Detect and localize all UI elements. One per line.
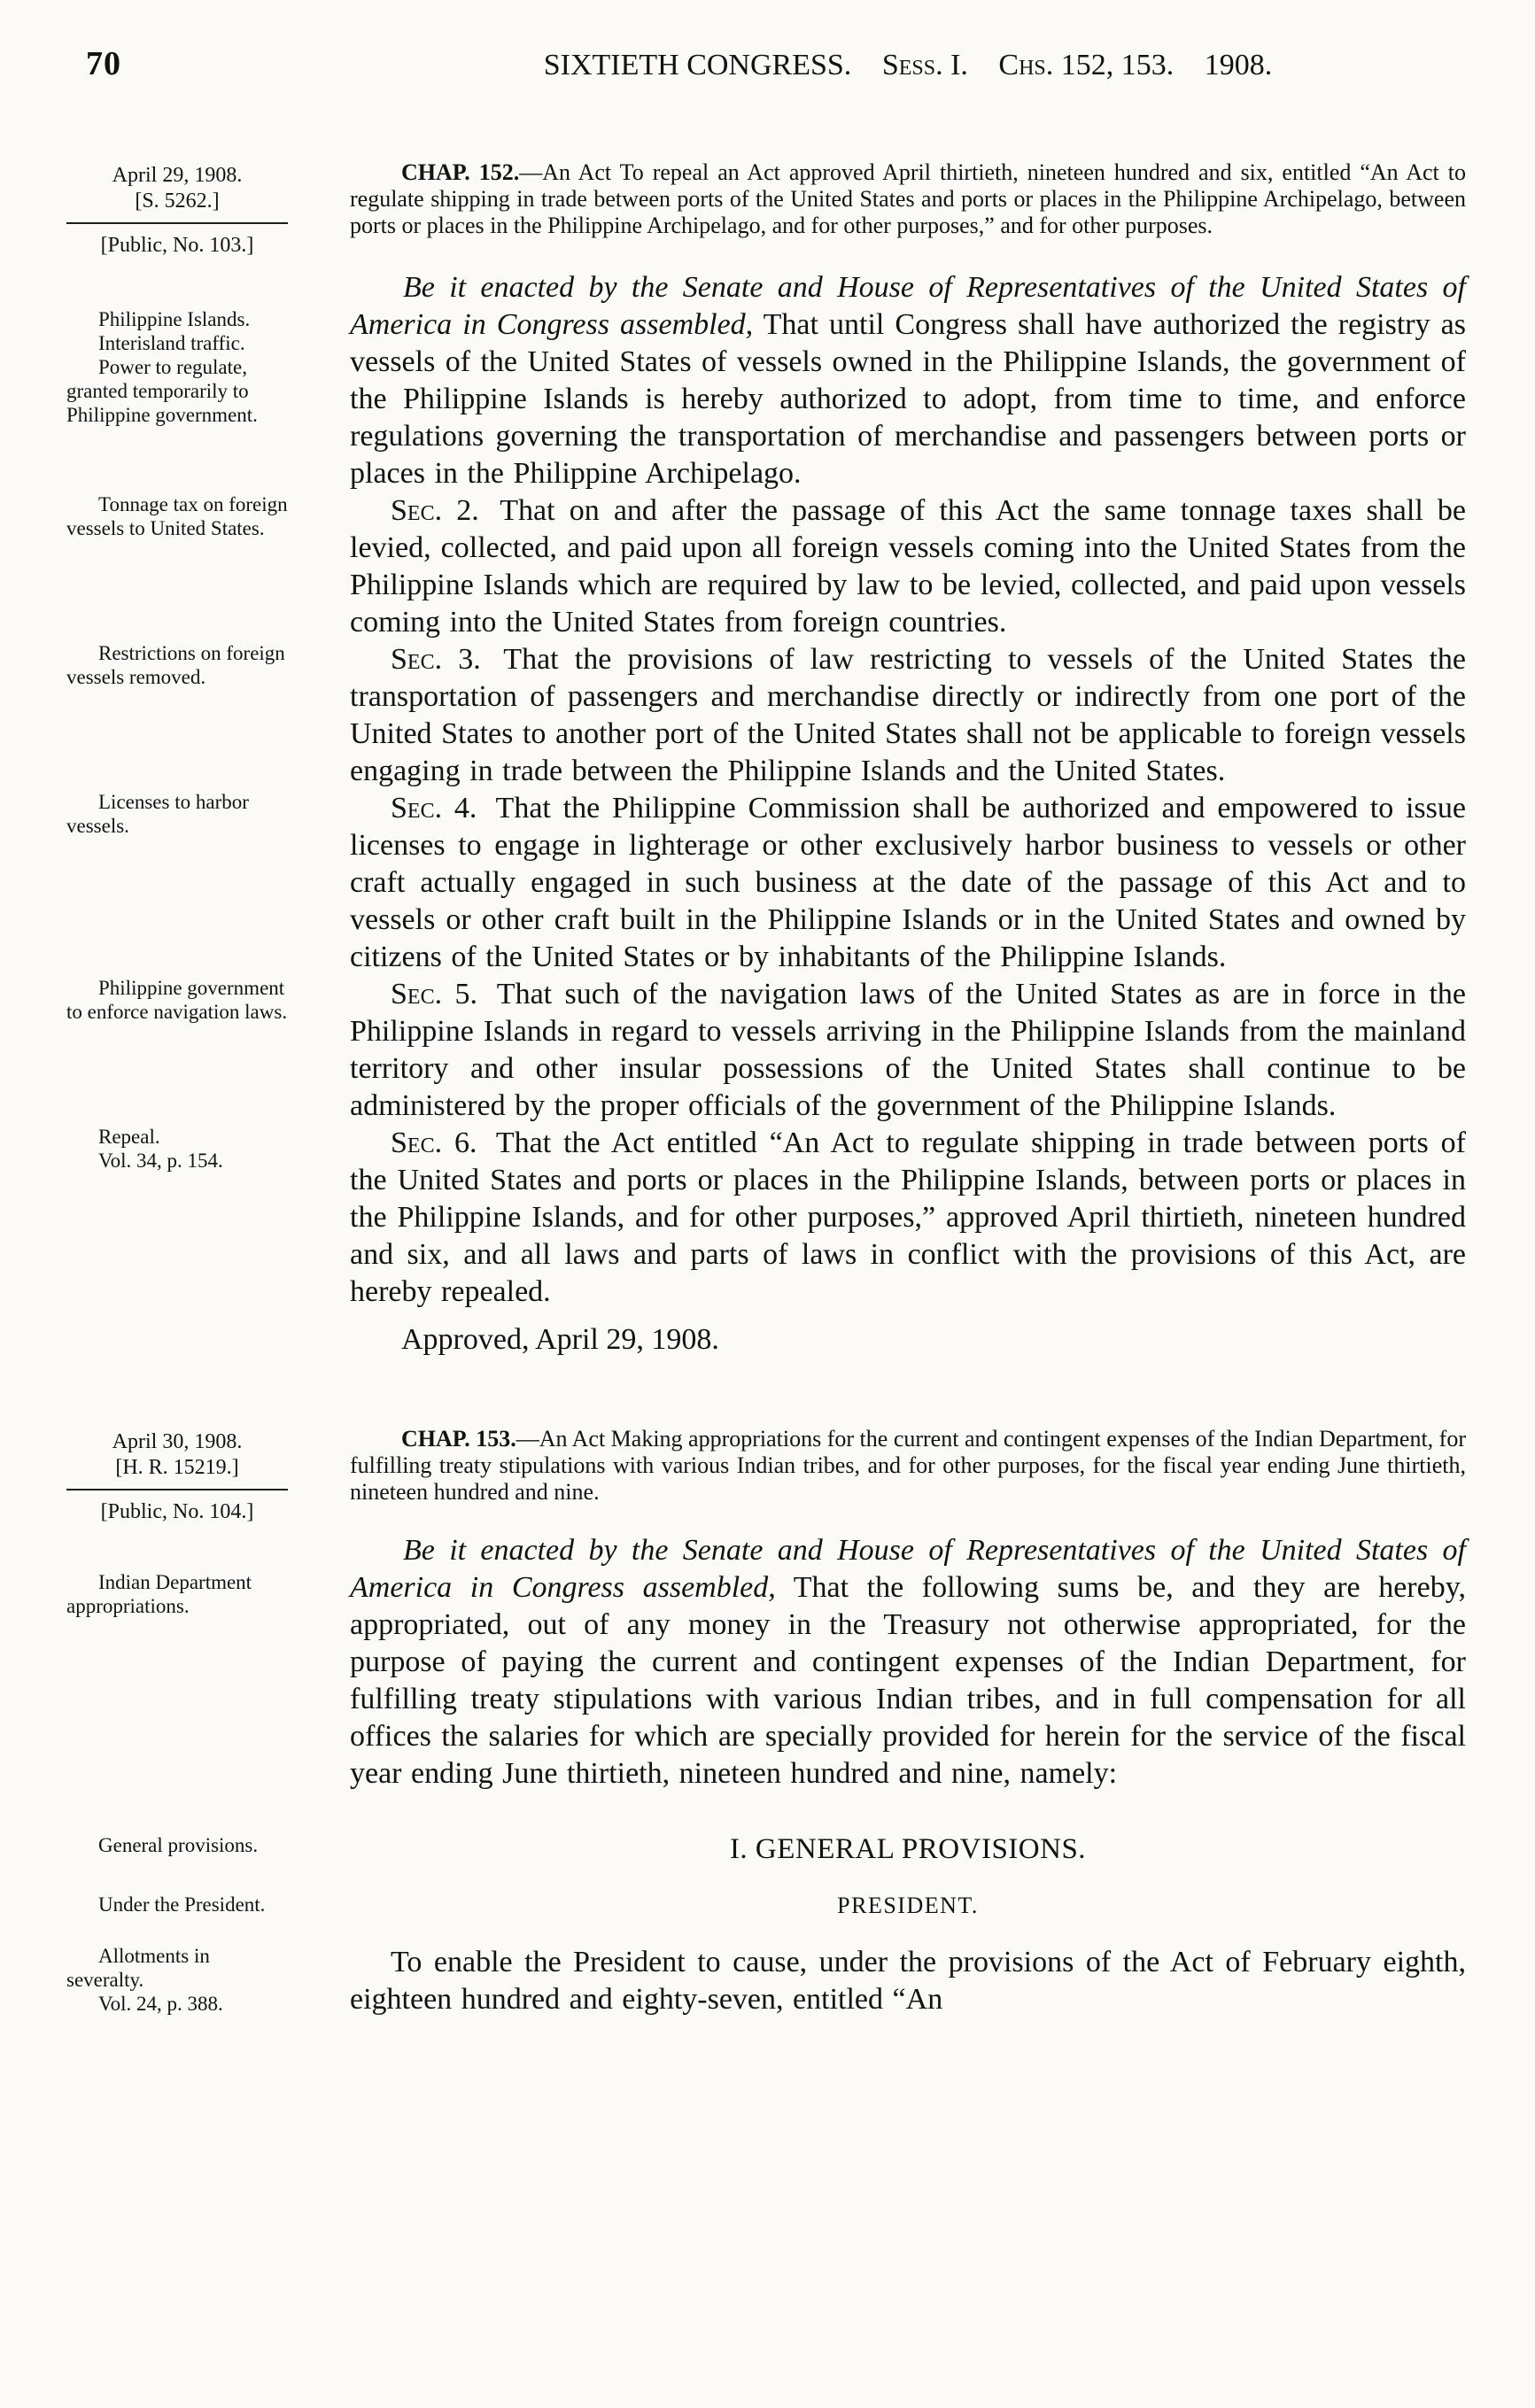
section-text: That on and after the passage of this Act the same tonnage taxes shall be levied, collected, and paid upon all foreign vessels coming into the United States from the Philippine Islands which are required by law to be levied, collected, and paid upon vessels coming into the United States from foreign countries. [350, 494, 1466, 639]
chap152-section2-row [66, 492, 1466, 641]
chap153-heading-row [66, 1426, 1466, 1532]
chap152-section6-sidenotes [66, 1125, 288, 1311]
empty-sidenote [66, 1321, 288, 1359]
chap152-sidenote-head [66, 159, 288, 269]
chap152-heading [350, 159, 1466, 269]
sidenote: General provisions. [98, 1834, 259, 1856]
sidenote-rule [66, 1489, 288, 1490]
closing-paragraph-row [66, 1944, 1466, 2018]
sidenote-citation: Vol. 24, p. 388. [98, 1993, 223, 2015]
header-session: Sess. I. [881, 49, 968, 81]
section-number: Sec. 4. [391, 792, 477, 825]
chap153-enacting-sidenotes [66, 1532, 288, 1792]
president-heading-row [66, 1893, 1466, 1919]
statute-enacting-clause [350, 269, 1466, 492]
section-text: That such of the navigation laws of the United States as are in force in the Philippine Islands in regard to vessels arriving in the Philippine Islands from the mainland territory and other insular possessions of the United States shall continue to be administered by the proper officials of the government of the Philippine Islands. [350, 978, 1466, 1122]
statute-section [350, 641, 1466, 790]
statute-enacting-clause [350, 1532, 1466, 1792]
section-number: Sec. 5. [391, 978, 477, 1010]
header-congress: SIXTIETH CONGRESS. [543, 49, 852, 81]
chap152-date: April 29, 1908. [112, 164, 243, 187]
sidenote: Allotments in severalty. [66, 1945, 210, 1991]
closing-sidenotes [66, 1944, 288, 2018]
chap152-section3-sidenotes [66, 641, 288, 790]
sidenote-citation: Vol. 34, p. 154. [98, 1150, 223, 1172]
chap153-public-number: [Public, No. 104.] [100, 1500, 254, 1523]
chap152-section5-row [66, 976, 1466, 1125]
chap152-approval-row [66, 1321, 1466, 1359]
page-number: 70 [86, 45, 121, 82]
header-chapters: Chs. 152, 153. [998, 49, 1175, 81]
section-number: Sec. 2. [391, 494, 479, 527]
sidenote: Power to regulate, granted temporarily to Philippine government. [66, 356, 258, 426]
statute-section [350, 790, 1466, 976]
section-number: Sec. 6. [391, 1127, 477, 1159]
section-number: Sec. 3. [391, 643, 481, 676]
chap152-section2-sidenotes [66, 492, 288, 641]
closing-paragraph: To enable the President to cause, under the provisions of the Act of February eighth, eighteen hundred and eighty-seven, entitled “An [350, 1946, 1466, 2016]
running-head [66, 44, 1466, 83]
sidenote: Interisland traffic. [98, 332, 245, 354]
statute-section [350, 976, 1466, 1125]
enacting-text: That the following sums be, and they are hereby, appropriated, out of any money in the Treasury not otherwise appropriated, for the purpose of paying the current and contingent expenses of the Indian Department, for fulfilling treaty stipulations with various Indian tribes, and in full compensation for all offices the salaries for which are specially provided for herein for the service of the fiscal year ending June thirtieth, nineteen hundred and nine, namely: [350, 1571, 1467, 1790]
president-sidenotes [66, 1893, 288, 1919]
general-provisions-heading: I. GENERAL PROVISIONS. [729, 1833, 1087, 1865]
chap153-act-title: —An Act Making appropriations for the current and contingent expenses of the Indian Department, for fulfilling treaty stipulations with various Indian tribes, and for other purposes, for the fiscal year ending June thirtieth, nineteen hundred and nine. [350, 1426, 1466, 1505]
sidenote: Under the President. [98, 1893, 266, 1916]
chap152-section4-row [66, 790, 1466, 976]
sidenote: Restrictions on foreign vessels removed. [66, 642, 285, 688]
section1-text: That until Congress shall have authorized the registry as vessels of the United States of vessels owned in the Philippine Islands, the government of the Philippine Islands is hereby authorized to adopt, from time to time, and enforce regulations governing the transportation of merchandise and passengers between ports or places in the Philippine Archipelago. [350, 308, 1467, 490]
chap152-section5-sidenotes [66, 976, 288, 1125]
chap152-section1-row [66, 269, 1466, 492]
header-year: 1908. [1204, 49, 1273, 81]
chap152-heading-row [66, 159, 1466, 269]
section-text: That the Act entitled “An Act to regulate shipping in trade between ports of the United States and ports or places in the Philippine Islands, between ports or places in the Philippine Islands, and for other purposes,” approved April thirtieth, nineteen hundred and six, and all laws and parts of laws in conflict with the provisions of this Act, are hereby repealed. [350, 1127, 1466, 1308]
approval-line: Approved, April 29, 1908. [401, 1323, 719, 1356]
chap152-label: CHAP. 152. [401, 159, 520, 185]
chap153-date: April 30, 1908. [112, 1430, 243, 1453]
section-text: That the Philippine Commission shall be authorized and empowered to issue licenses to engage in lighterage or other exclusively harbor business to vessels or other craft actually engaged in such business at the date of the passage of this Act and to vessels or other craft built in the Philippine Islands or in the United States and owned by citizens of the United States or by inhabitants of the Philippine Islands. [350, 792, 1466, 973]
chap152-public-number: [Public, No. 103.] [100, 234, 254, 257]
general-provisions-row [66, 1833, 1466, 1866]
sidenote: Philippine government to enforce navigation laws. [66, 977, 288, 1023]
statute-section [350, 1125, 1466, 1311]
chap152-act-title: —An Act To repeal an Act approved April thirtieth, nineteen hundred and six, entitled “An Act to regulate shipping in trade between ports of the United States and ports or places in the Philippine Archipelago, between ports or places in the Philippine Archipelago, and for other purposes,” and for other purposes. [350, 159, 1466, 238]
sidenote: Indian Department appropriations. [66, 1571, 252, 1617]
general-provisions-sidenotes [66, 1833, 288, 1866]
chap153-bill-number: [H. R. 15219.] [115, 1456, 239, 1479]
enacting-formula: Be it enacted by the Senate and House of Representatives of the United States of America in Congress assembled, [350, 271, 1466, 341]
chap153-label: CHAP. 153. [401, 1426, 516, 1452]
enacting-formula: Be it enacted by the Senate and House of Representatives of the United States of America in Congress assembled, [350, 1534, 1466, 1604]
section-text: That the provisions of law restricting to vessels of the United States the transportation of passengers and merchandise directly or indirectly from one port of the United States to another port of the United States shall not be applicable to foreign vessels engaging in trade between the Philippine Islands and the United States. [350, 643, 1466, 787]
statute-section [350, 492, 1466, 641]
sidenote: Tonnage tax on foreign vessels to United States. [66, 493, 288, 539]
chap152-section3-row [66, 641, 1466, 790]
sidenote-rule [66, 222, 288, 224]
president-heading: PRESIDENT. [837, 1893, 979, 1918]
sidenote: Philippine Islands. [98, 308, 251, 330]
chap152-section1-sidenotes [66, 269, 288, 492]
chap152-section6-row [66, 1125, 1466, 1311]
chap153-heading [350, 1426, 1466, 1532]
chap152-section4-sidenotes [66, 790, 288, 976]
sidenote: Repeal. [98, 1126, 160, 1148]
page-header-title [350, 49, 1466, 82]
chap152-bill-number: [S. 5262.] [135, 190, 220, 213]
sidenote: Licenses to harbor vessels. [66, 791, 249, 837]
chap153-sidenote-head [66, 1426, 288, 1532]
chap153-enacting-row [66, 1532, 1466, 1792]
